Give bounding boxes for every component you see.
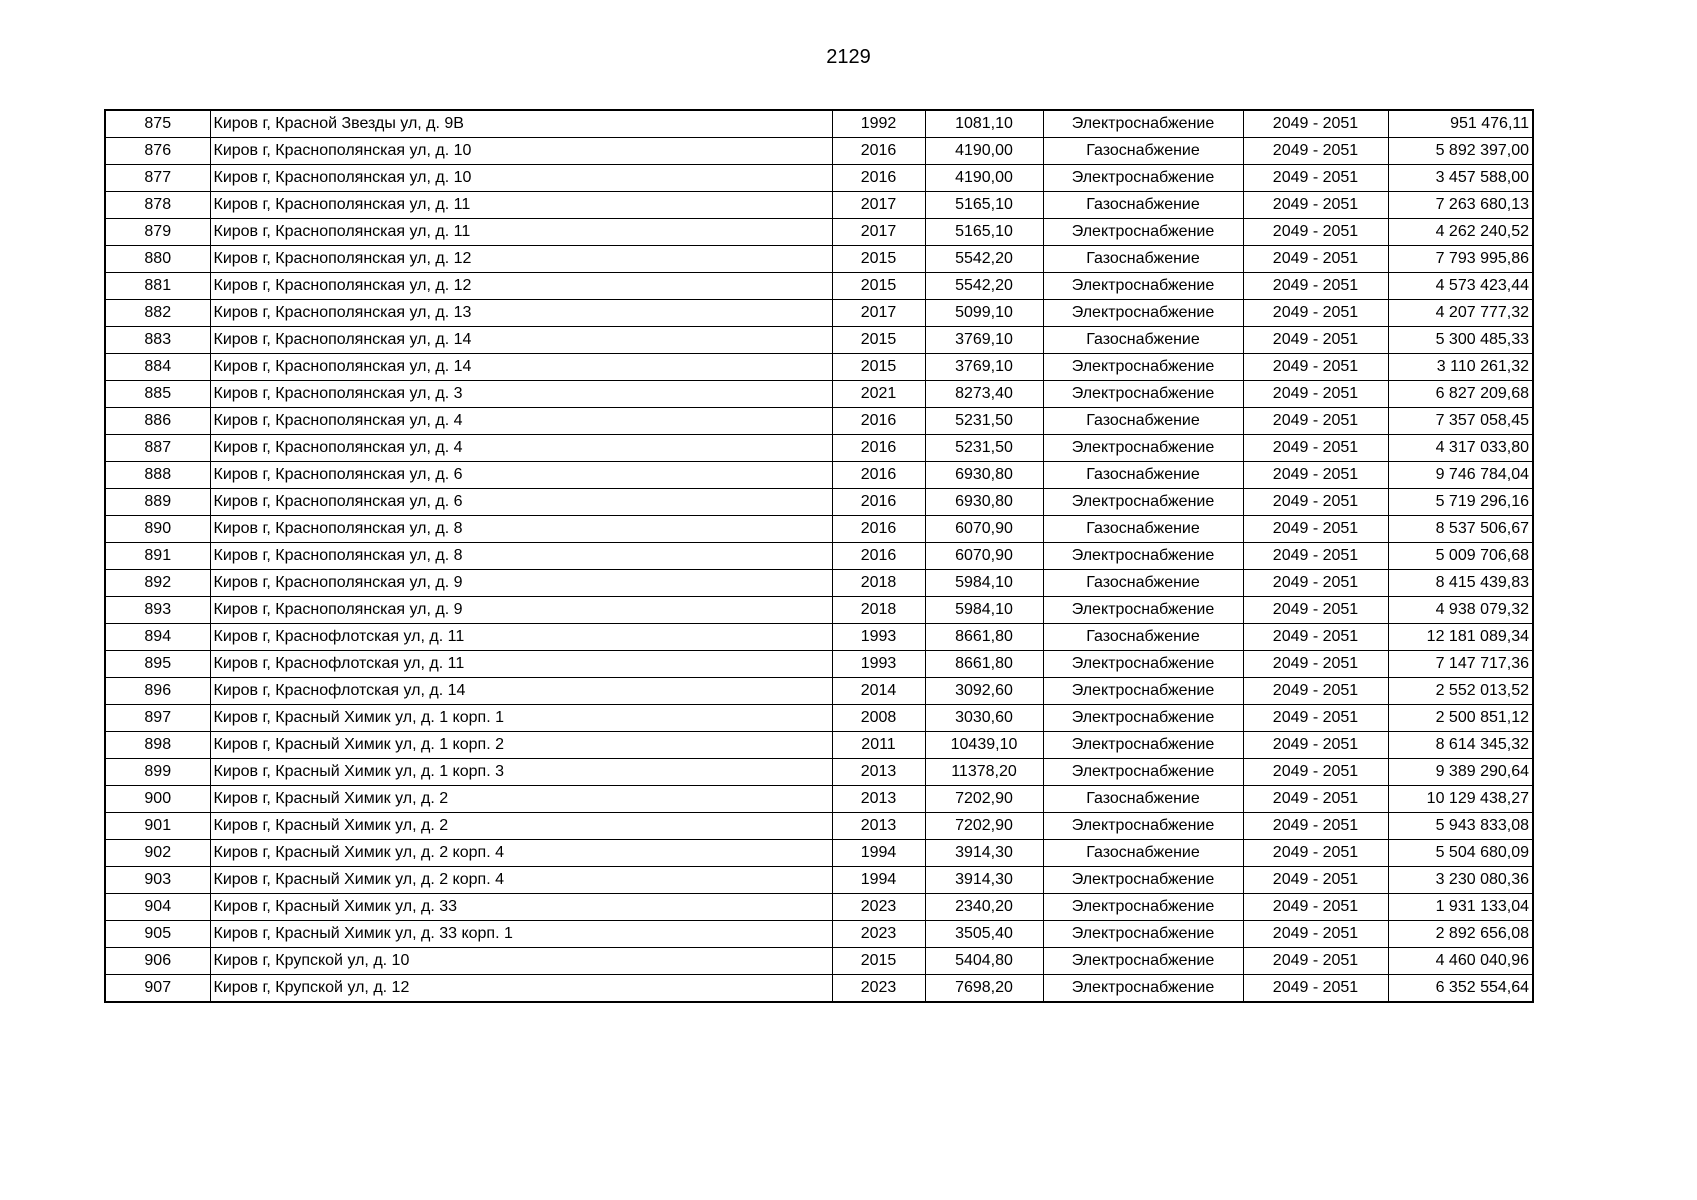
service-cell: Газоснабжение [1043, 327, 1243, 354]
address-cell: Киров г, Красный Химик ул, д. 2 корп. 4 [210, 867, 832, 894]
area-cell: 3914,30 [925, 867, 1043, 894]
address-cell: Киров г, Краснополянская ул, д. 12 [210, 246, 832, 273]
table-row [105, 705, 1533, 732]
service-cell: Электроснабжение [1043, 705, 1243, 732]
row-number-cell: 900 [105, 786, 210, 813]
period-cell: 2049 - 2051 [1243, 516, 1388, 543]
row-number-cell: 886 [105, 408, 210, 435]
service-cell: Электроснабжение [1043, 381, 1243, 408]
address-cell: Киров г, Краснополянская ул, д. 14 [210, 327, 832, 354]
area-cell: 6930,80 [925, 489, 1043, 516]
period-cell: 2049 - 2051 [1243, 570, 1388, 597]
area-cell: 5404,80 [925, 948, 1043, 975]
area-cell: 2340,20 [925, 894, 1043, 921]
register-table [104, 109, 1534, 1003]
service-cell: Электроснабжение [1043, 597, 1243, 624]
service-cell: Газоснабжение [1043, 138, 1243, 165]
period-cell: 2049 - 2051 [1243, 705, 1388, 732]
area-cell: 8661,80 [925, 651, 1043, 678]
cost-cell: 4 573 423,44 [1388, 273, 1533, 300]
row-number-cell: 876 [105, 138, 210, 165]
area-cell: 1081,10 [925, 110, 1043, 138]
row-number-cell: 898 [105, 732, 210, 759]
area-cell: 10439,10 [925, 732, 1043, 759]
period-cell: 2049 - 2051 [1243, 948, 1388, 975]
address-cell: Киров г, Краснополянская ул, д. 11 [210, 219, 832, 246]
address-cell: Киров г, Краснополянская ул, д. 14 [210, 354, 832, 381]
table-row [105, 570, 1533, 597]
cost-cell: 9 389 290,64 [1388, 759, 1533, 786]
cost-cell: 5 892 397,00 [1388, 138, 1533, 165]
cost-cell: 10 129 438,27 [1388, 786, 1533, 813]
row-number-cell: 905 [105, 921, 210, 948]
period-cell: 2049 - 2051 [1243, 327, 1388, 354]
period-cell: 2049 - 2051 [1243, 219, 1388, 246]
period-cell: 2049 - 2051 [1243, 435, 1388, 462]
row-number-cell: 895 [105, 651, 210, 678]
table-row [105, 543, 1533, 570]
cost-cell: 7 357 058,45 [1388, 408, 1533, 435]
area-cell: 3092,60 [925, 678, 1043, 705]
service-cell: Газоснабжение [1043, 462, 1243, 489]
row-number-cell: 890 [105, 516, 210, 543]
service-cell: Электроснабжение [1043, 921, 1243, 948]
row-number-cell: 887 [105, 435, 210, 462]
cost-cell: 8 415 439,83 [1388, 570, 1533, 597]
service-cell: Электроснабжение [1043, 354, 1243, 381]
row-number-cell: 903 [105, 867, 210, 894]
year-cell: 1993 [832, 651, 925, 678]
row-number-cell: 881 [105, 273, 210, 300]
year-cell: 2016 [832, 435, 925, 462]
year-cell: 2023 [832, 921, 925, 948]
year-cell: 2016 [832, 489, 925, 516]
table-row [105, 813, 1533, 840]
table-row [105, 624, 1533, 651]
table-row [105, 921, 1533, 948]
row-number-cell: 902 [105, 840, 210, 867]
address-cell: Киров г, Краснополянская ул, д. 3 [210, 381, 832, 408]
cost-cell: 951 476,11 [1388, 110, 1533, 138]
year-cell: 2016 [832, 165, 925, 192]
year-cell: 2013 [832, 759, 925, 786]
address-cell: Киров г, Красный Химик ул, д. 1 корп. 2 [210, 732, 832, 759]
period-cell: 2049 - 2051 [1243, 462, 1388, 489]
service-cell: Электроснабжение [1043, 678, 1243, 705]
year-cell: 2023 [832, 975, 925, 1003]
year-cell: 2015 [832, 948, 925, 975]
period-cell: 2049 - 2051 [1243, 138, 1388, 165]
area-cell: 3769,10 [925, 354, 1043, 381]
service-cell: Электроснабжение [1043, 732, 1243, 759]
area-cell: 7202,90 [925, 813, 1043, 840]
cost-cell: 3 110 261,32 [1388, 354, 1533, 381]
period-cell: 2049 - 2051 [1243, 813, 1388, 840]
cost-cell: 9 746 784,04 [1388, 462, 1533, 489]
year-cell: 2011 [832, 732, 925, 759]
area-cell: 7202,90 [925, 786, 1043, 813]
period-cell: 2049 - 2051 [1243, 246, 1388, 273]
service-cell: Газоснабжение [1043, 786, 1243, 813]
year-cell: 2018 [832, 597, 925, 624]
period-cell: 2049 - 2051 [1243, 192, 1388, 219]
area-cell: 5984,10 [925, 597, 1043, 624]
table-row [105, 867, 1533, 894]
table-row [105, 975, 1533, 1003]
year-cell: 2013 [832, 813, 925, 840]
area-cell: 5099,10 [925, 300, 1043, 327]
service-cell: Электроснабжение [1043, 435, 1243, 462]
cost-cell: 7 147 717,36 [1388, 651, 1533, 678]
table-row [105, 651, 1533, 678]
year-cell: 2016 [832, 543, 925, 570]
service-cell: Газоснабжение [1043, 570, 1243, 597]
table-row [105, 381, 1533, 408]
address-cell: Киров г, Краснополянская ул, д. 12 [210, 273, 832, 300]
row-number-cell: 877 [105, 165, 210, 192]
year-cell: 2015 [832, 354, 925, 381]
cost-cell: 4 460 040,96 [1388, 948, 1533, 975]
service-cell: Газоснабжение [1043, 246, 1243, 273]
period-cell: 2049 - 2051 [1243, 273, 1388, 300]
year-cell: 2016 [832, 516, 925, 543]
period-cell: 2049 - 2051 [1243, 678, 1388, 705]
table-row [105, 327, 1533, 354]
area-cell: 6930,80 [925, 462, 1043, 489]
row-number-cell: 883 [105, 327, 210, 354]
address-cell: Киров г, Краснополянская ул, д. 4 [210, 408, 832, 435]
address-cell: Киров г, Краснополянская ул, д. 8 [210, 543, 832, 570]
area-cell: 3769,10 [925, 327, 1043, 354]
row-number-cell: 879 [105, 219, 210, 246]
year-cell: 2017 [832, 192, 925, 219]
service-cell: Электроснабжение [1043, 759, 1243, 786]
year-cell: 2015 [832, 273, 925, 300]
table-row [105, 138, 1533, 165]
service-cell: Электроснабжение [1043, 975, 1243, 1003]
address-cell: Киров г, Красный Химик ул, д. 33 корп. 1 [210, 921, 832, 948]
area-cell: 6070,90 [925, 516, 1043, 543]
service-cell: Газоснабжение [1043, 840, 1243, 867]
address-cell: Киров г, Краснополянская ул, д. 9 [210, 570, 832, 597]
year-cell: 2017 [832, 219, 925, 246]
service-cell: Электроснабжение [1043, 165, 1243, 192]
cost-cell: 4 262 240,52 [1388, 219, 1533, 246]
address-cell: Киров г, Краснофлотская ул, д. 14 [210, 678, 832, 705]
period-cell: 2049 - 2051 [1243, 354, 1388, 381]
address-cell: Киров г, Красный Химик ул, д. 2 [210, 813, 832, 840]
area-cell: 3505,40 [925, 921, 1043, 948]
table-row [105, 894, 1533, 921]
area-cell: 7698,20 [925, 975, 1043, 1003]
service-cell: Электроснабжение [1043, 110, 1243, 138]
register-body [105, 110, 1533, 1002]
row-number-cell: 897 [105, 705, 210, 732]
address-cell: Киров г, Краснополянская ул, д. 9 [210, 597, 832, 624]
table-row [105, 165, 1533, 192]
service-cell: Электроснабжение [1043, 651, 1243, 678]
row-number-cell: 889 [105, 489, 210, 516]
row-number-cell: 896 [105, 678, 210, 705]
cost-cell: 5 504 680,09 [1388, 840, 1533, 867]
period-cell: 2049 - 2051 [1243, 786, 1388, 813]
table-row [105, 516, 1533, 543]
row-number-cell: 901 [105, 813, 210, 840]
service-cell: Газоснабжение [1043, 408, 1243, 435]
table-row [105, 786, 1533, 813]
page-number: 2129 [826, 46, 871, 68]
table-row [105, 597, 1533, 624]
address-cell: Киров г, Краснофлотская ул, д. 11 [210, 624, 832, 651]
period-cell: 2049 - 2051 [1243, 732, 1388, 759]
cost-cell: 2 500 851,12 [1388, 705, 1533, 732]
year-cell: 2023 [832, 894, 925, 921]
row-number-cell: 878 [105, 192, 210, 219]
area-cell: 4190,00 [925, 165, 1043, 192]
cost-cell: 4 938 079,32 [1388, 597, 1533, 624]
service-cell: Газоснабжение [1043, 516, 1243, 543]
address-cell: Киров г, Крупской ул, д. 12 [210, 975, 832, 1003]
cost-cell: 5 300 485,33 [1388, 327, 1533, 354]
address-cell: Киров г, Краснополянская ул, д. 6 [210, 489, 832, 516]
year-cell: 1994 [832, 867, 925, 894]
year-cell: 2015 [832, 327, 925, 354]
row-number-cell: 894 [105, 624, 210, 651]
year-cell: 1993 [832, 624, 925, 651]
area-cell: 11378,20 [925, 759, 1043, 786]
year-cell: 2008 [832, 705, 925, 732]
year-cell: 2016 [832, 408, 925, 435]
period-cell: 2049 - 2051 [1243, 624, 1388, 651]
service-cell: Электроснабжение [1043, 813, 1243, 840]
cost-cell: 5 943 833,08 [1388, 813, 1533, 840]
area-cell: 6070,90 [925, 543, 1043, 570]
table-row [105, 840, 1533, 867]
cost-cell: 2 892 656,08 [1388, 921, 1533, 948]
row-number-cell: 904 [105, 894, 210, 921]
area-cell: 5165,10 [925, 192, 1043, 219]
area-cell: 5165,10 [925, 219, 1043, 246]
period-cell: 2049 - 2051 [1243, 759, 1388, 786]
address-cell: Киров г, Краснополянская ул, д. 10 [210, 138, 832, 165]
period-cell: 2049 - 2051 [1243, 408, 1388, 435]
year-cell: 2013 [832, 786, 925, 813]
cost-cell: 8 537 506,67 [1388, 516, 1533, 543]
service-cell: Электроснабжение [1043, 489, 1243, 516]
year-cell: 1994 [832, 840, 925, 867]
year-cell: 2014 [832, 678, 925, 705]
table-row [105, 300, 1533, 327]
cost-cell: 3 230 080,36 [1388, 867, 1533, 894]
year-cell: 2018 [832, 570, 925, 597]
year-cell: 2016 [832, 462, 925, 489]
table-row [105, 462, 1533, 489]
cost-cell: 6 827 209,68 [1388, 381, 1533, 408]
cost-cell: 12 181 089,34 [1388, 624, 1533, 651]
area-cell: 5231,50 [925, 408, 1043, 435]
area-cell: 8273,40 [925, 381, 1043, 408]
period-cell: 2049 - 2051 [1243, 597, 1388, 624]
service-cell: Электроснабжение [1043, 543, 1243, 570]
cost-cell: 4 207 777,32 [1388, 300, 1533, 327]
address-cell: Киров г, Краснополянская ул, д. 4 [210, 435, 832, 462]
cost-cell: 7 263 680,13 [1388, 192, 1533, 219]
table-row [105, 948, 1533, 975]
table-row [105, 219, 1533, 246]
period-cell: 2049 - 2051 [1243, 894, 1388, 921]
row-number-cell: 891 [105, 543, 210, 570]
row-number-cell: 882 [105, 300, 210, 327]
period-cell: 2049 - 2051 [1243, 921, 1388, 948]
table-row [105, 435, 1533, 462]
year-cell: 2017 [832, 300, 925, 327]
row-number-cell: 875 [105, 110, 210, 138]
area-cell: 8661,80 [925, 624, 1043, 651]
cost-cell: 6 352 554,64 [1388, 975, 1533, 1003]
address-cell: Киров г, Красный Химик ул, д. 1 корп. 3 [210, 759, 832, 786]
service-cell: Электроснабжение [1043, 300, 1243, 327]
table-row [105, 246, 1533, 273]
cost-cell: 2 552 013,52 [1388, 678, 1533, 705]
cost-cell: 5 009 706,68 [1388, 543, 1533, 570]
year-cell: 2021 [832, 381, 925, 408]
area-cell: 3914,30 [925, 840, 1043, 867]
address-cell: Киров г, Краснофлотская ул, д. 11 [210, 651, 832, 678]
area-cell: 4190,00 [925, 138, 1043, 165]
area-cell: 5542,20 [925, 273, 1043, 300]
table-row [105, 489, 1533, 516]
row-number-cell: 884 [105, 354, 210, 381]
period-cell: 2049 - 2051 [1243, 110, 1388, 138]
period-cell: 2049 - 2051 [1243, 975, 1388, 1003]
row-number-cell: 888 [105, 462, 210, 489]
row-number-cell: 899 [105, 759, 210, 786]
address-cell: Киров г, Краснополянская ул, д. 11 [210, 192, 832, 219]
table-row [105, 273, 1533, 300]
area-cell: 5231,50 [925, 435, 1043, 462]
cost-cell: 8 614 345,32 [1388, 732, 1533, 759]
address-cell: Киров г, Краснополянская ул, д. 13 [210, 300, 832, 327]
area-cell: 5984,10 [925, 570, 1043, 597]
service-cell: Электроснабжение [1043, 948, 1243, 975]
table-row [105, 192, 1533, 219]
year-cell: 2015 [832, 246, 925, 273]
address-cell: Киров г, Красный Химик ул, д. 1 корп. 1 [210, 705, 832, 732]
address-cell: Киров г, Красной Звезды ул, д. 9В [210, 110, 832, 138]
address-cell: Киров г, Крупской ул, д. 10 [210, 948, 832, 975]
area-cell: 3030,60 [925, 705, 1043, 732]
address-cell: Киров г, Краснополянская ул, д. 6 [210, 462, 832, 489]
period-cell: 2049 - 2051 [1243, 543, 1388, 570]
table-row [105, 354, 1533, 381]
service-cell: Электроснабжение [1043, 894, 1243, 921]
row-number-cell: 893 [105, 597, 210, 624]
cost-cell: 7 793 995,86 [1388, 246, 1533, 273]
address-cell: Киров г, Красный Химик ул, д. 33 [210, 894, 832, 921]
table-row [105, 759, 1533, 786]
cost-cell: 3 457 588,00 [1388, 165, 1533, 192]
year-cell: 2016 [832, 138, 925, 165]
period-cell: 2049 - 2051 [1243, 651, 1388, 678]
address-cell: Киров г, Красный Химик ул, д. 2 [210, 786, 832, 813]
address-cell: Киров г, Краснополянская ул, д. 10 [210, 165, 832, 192]
service-cell: Газоснабжение [1043, 192, 1243, 219]
cost-cell: 4 317 033,80 [1388, 435, 1533, 462]
service-cell: Газоснабжение [1043, 624, 1243, 651]
year-cell: 1992 [832, 110, 925, 138]
row-number-cell: 892 [105, 570, 210, 597]
row-number-cell: 885 [105, 381, 210, 408]
period-cell: 2049 - 2051 [1243, 840, 1388, 867]
address-cell: Киров г, Краснополянская ул, д. 8 [210, 516, 832, 543]
period-cell: 2049 - 2051 [1243, 300, 1388, 327]
table-row [105, 732, 1533, 759]
period-cell: 2049 - 2051 [1243, 867, 1388, 894]
address-cell: Киров г, Красный Химик ул, д. 2 корп. 4 [210, 840, 832, 867]
service-cell: Электроснабжение [1043, 867, 1243, 894]
service-cell: Электроснабжение [1043, 219, 1243, 246]
row-number-cell: 880 [105, 246, 210, 273]
row-number-cell: 907 [105, 975, 210, 1003]
period-cell: 2049 - 2051 [1243, 489, 1388, 516]
cost-cell: 1 931 133,04 [1388, 894, 1533, 921]
table-row [105, 408, 1533, 435]
period-cell: 2049 - 2051 [1243, 165, 1388, 192]
area-cell: 5542,20 [925, 246, 1043, 273]
period-cell: 2049 - 2051 [1243, 381, 1388, 408]
cost-cell: 5 719 296,16 [1388, 489, 1533, 516]
row-number-cell: 906 [105, 948, 210, 975]
table-row [105, 678, 1533, 705]
table-row [105, 110, 1533, 138]
service-cell: Электроснабжение [1043, 273, 1243, 300]
